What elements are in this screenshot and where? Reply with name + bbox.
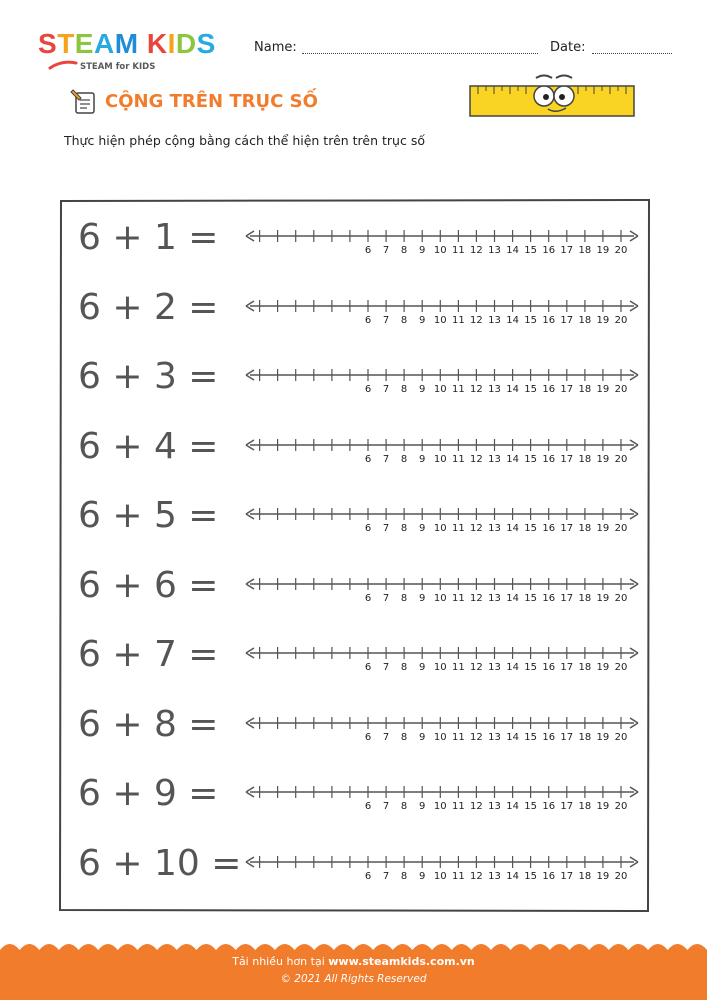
tick-label: 19 [596,523,610,532]
tick-label: 7 [382,592,390,602]
tick-label: 16 [542,314,556,324]
tick-label: 19 [596,314,610,324]
name-field-line[interactable] [302,53,538,54]
tick-label: 10 [433,731,447,741]
problem-expression: 6 + 7 = [78,634,219,675]
tick-label: 10 [433,523,447,532]
footer-url-link[interactable]: www.steamkids.com.vn [328,955,475,968]
number-line[interactable] [244,365,640,393]
number-line[interactable] [244,296,640,324]
tick-label: 13 [488,801,501,810]
tick-label: 20 [614,245,628,254]
tick-label: 15 [524,523,537,532]
tick-label: 16 [542,870,556,880]
tick-label: 19 [596,384,610,393]
tick-label: 7 [382,801,390,810]
tick-label: 16 [542,731,556,741]
tick-label: 16 [542,453,556,463]
tick-label: 6 [364,523,372,532]
tick-label: 11 [452,592,465,602]
tick-label: 10 [433,314,447,324]
tick-label: 17 [560,384,574,393]
tick-label: 18 [578,870,592,880]
tick-label: 6 [364,870,372,880]
tick-label: 18 [578,384,592,393]
tick-label: 11 [452,662,465,671]
tick-label: 18 [578,314,592,324]
number-line[interactable] [244,574,640,602]
tick-label: 11 [452,801,465,810]
tick-label: 11 [452,453,465,463]
footer-prefix: Tải nhiều hơn tại [232,955,325,968]
tick-label: 10 [433,384,447,393]
logo-letter: T [57,28,75,59]
tick-label: 6 [364,801,372,810]
tick-label: 8 [400,592,408,602]
instructions-text: Thực hiện phép cộng bằng cách thể hiện trên trên trục số [64,133,425,148]
tick-label: 20 [614,314,628,324]
tick-label: 17 [560,314,574,324]
tick-label: 7 [382,662,390,671]
logo-letter: K [146,28,168,59]
tick-label: 15 [524,592,537,602]
tick-label: 7 [382,245,390,254]
tick-label: 13 [488,523,501,532]
tick-label: 12 [470,592,483,602]
tick-label: 20 [614,662,628,671]
tick-label: 20 [614,731,628,741]
tick-label: 6 [364,662,372,671]
tick-label: 11 [452,870,465,880]
number-line[interactable] [244,226,640,254]
tick-label: 10 [433,662,447,671]
tick-label: 8 [400,731,408,741]
tick-label: 8 [400,245,408,254]
tick-label: 16 [542,801,556,810]
steam-kids-logo [38,30,238,74]
tick-label: 11 [452,731,465,741]
tick-label: 15 [524,384,537,393]
tick-label: 14 [506,870,519,880]
date-label: Date: [550,40,586,55]
logo-swoosh-icon [48,59,78,71]
tick-label: 8 [400,870,408,880]
tick-label: 10 [433,592,447,602]
tick-label: 12 [470,870,483,880]
tick-label: 15 [524,662,537,671]
tick-label: 19 [596,245,610,254]
tick-label: 19 [596,662,610,671]
number-line[interactable] [244,643,640,671]
number-line[interactable] [244,852,640,880]
tick-label: 8 [400,801,408,810]
tick-label: 11 [452,384,465,393]
tick-label: 13 [488,731,501,741]
logo-letter: D [175,28,197,59]
tick-label: 12 [470,384,483,393]
logo-wordmark [38,30,238,58]
tick-label: 9 [419,384,426,393]
tick-label: 10 [433,801,447,810]
tick-label: 18 [578,453,592,463]
name-label: Name: [254,40,297,55]
tick-label: 17 [560,662,574,671]
tick-label: 19 [596,592,610,602]
tick-label: 14 [506,801,519,810]
tick-label: 18 [578,523,592,532]
problem-expression: 6 + 1 = [78,217,219,258]
tick-label: 20 [614,870,628,880]
tick-label: 17 [560,245,574,254]
logo-letter: I [167,28,176,59]
tick-label: 7 [382,523,390,532]
tick-label: 14 [506,453,519,463]
tick-label: 16 [542,384,556,393]
tick-label: 12 [470,453,483,463]
ruler-mascot-icon [468,68,636,126]
tick-label: 11 [452,314,465,324]
tick-label: 17 [560,453,574,463]
tick-label: 15 [524,870,537,880]
tick-label: 6 [364,314,372,324]
tick-label: 13 [488,245,501,254]
logo-letter: S [38,28,58,59]
tick-label: 13 [488,592,501,602]
tick-label: 12 [470,662,483,671]
tick-label: 16 [542,523,556,532]
tick-label: 13 [488,870,501,880]
tick-label: 20 [614,801,628,810]
number-line[interactable] [244,782,640,810]
problem-expression: 6 + 9 = [78,773,219,814]
problem-expression: 6 + 10 = [78,842,242,884]
tick-label: 10 [433,870,447,880]
tick-label: 6 [364,384,372,393]
problem-expression: 6 + 6 = [78,564,219,606]
page-title: CỘNG TRÊN TRỤC SỐ [105,91,318,112]
tick-label: 14 [506,731,519,741]
tick-label: 10 [433,245,447,254]
tick-label: 6 [364,592,372,602]
number-line[interactable] [244,504,640,532]
tick-label: 15 [524,731,537,741]
number-line[interactable] [244,713,640,741]
tick-label: 18 [578,245,592,254]
tick-label: 12 [470,245,483,254]
logo-letter [139,28,147,59]
tick-label: 19 [596,870,610,880]
tick-label: 14 [506,245,519,254]
logo-letter: A [93,28,115,59]
tick-label: 19 [596,801,610,810]
logo-subtitle: STEAM for KIDS [80,62,156,72]
tick-label: 8 [400,523,408,532]
tick-label: 18 [578,731,592,741]
tick-label: 15 [524,453,537,463]
tick-label: 9 [419,245,426,254]
tick-label: 20 [614,523,628,532]
tick-label: 12 [470,801,483,810]
tick-label: 12 [470,314,483,324]
tick-label: 18 [578,592,592,602]
tick-label: 20 [614,453,628,463]
tick-label: 16 [542,662,556,671]
tick-label: 16 [542,245,556,254]
tick-label: 9 [419,801,426,810]
tick-label: 14 [506,384,519,393]
tick-label: 7 [382,731,390,741]
tick-label: 8 [400,662,408,671]
tick-label: 14 [506,592,519,602]
date-field-line[interactable] [592,53,672,54]
tick-label: 14 [506,662,519,671]
tick-label: 17 [560,801,574,810]
tick-label: 9 [419,870,426,880]
tick-label: 6 [364,453,372,463]
tick-label: 19 [596,731,610,741]
tick-label: 17 [560,592,574,602]
tick-label: 7 [382,870,390,880]
tick-label: 13 [488,453,501,463]
pencil-paper-icon [70,86,100,116]
tick-label: 10 [433,453,447,463]
tick-label: 6 [364,731,372,741]
tick-label: 17 [560,870,574,880]
footer-band [0,938,707,1000]
footer-copyright: © 2021 All Rights Reserved [280,973,427,985]
tick-label: 14 [506,314,519,324]
tick-label: 9 [419,523,426,532]
tick-label: 12 [470,523,483,532]
footer-download-text [0,955,707,968]
tick-label: 11 [452,523,465,532]
tick-label: 18 [578,662,592,671]
logo-letter: S [196,28,216,59]
tick-label: 15 [524,245,537,254]
tick-label: 15 [524,801,537,810]
tick-label: 14 [506,523,519,532]
problem-expression: 6 + 3 = [78,356,219,397]
tick-label: 8 [400,384,408,393]
logo-letter: E [74,28,94,59]
tick-label: 9 [419,314,426,324]
tick-label: 8 [400,453,408,463]
tick-label: 9 [419,662,426,671]
tick-label: 9 [419,731,426,741]
tick-label: 20 [614,384,628,393]
tick-label: 20 [614,592,628,602]
tick-label: 9 [419,453,426,463]
tick-label: 13 [488,384,501,393]
tick-label: 17 [560,731,574,741]
problem-expression: 6 + 8 = [78,703,219,745]
logo-letter: M [114,28,139,59]
problem-expression: 6 + 2 = [78,286,219,328]
number-line[interactable] [244,435,640,463]
tick-label: 12 [470,731,483,741]
tick-label: 17 [560,523,574,532]
tick-label: 19 [596,453,610,463]
problem-expression: 6 + 5 = [78,495,219,536]
tick-label: 13 [488,662,501,671]
tick-label: 11 [452,245,465,254]
tick-label: 18 [578,801,592,810]
tick-label: 16 [542,592,556,602]
tick-label: 8 [400,314,408,324]
tick-label: 7 [382,453,390,463]
tick-label: 6 [364,245,372,254]
tick-label: 13 [488,314,501,324]
tick-label: 7 [382,314,390,324]
tick-label: 15 [524,314,537,324]
tick-label: 7 [382,384,390,393]
tick-label: 9 [419,592,426,602]
problem-expression: 6 + 4 = [78,425,219,467]
